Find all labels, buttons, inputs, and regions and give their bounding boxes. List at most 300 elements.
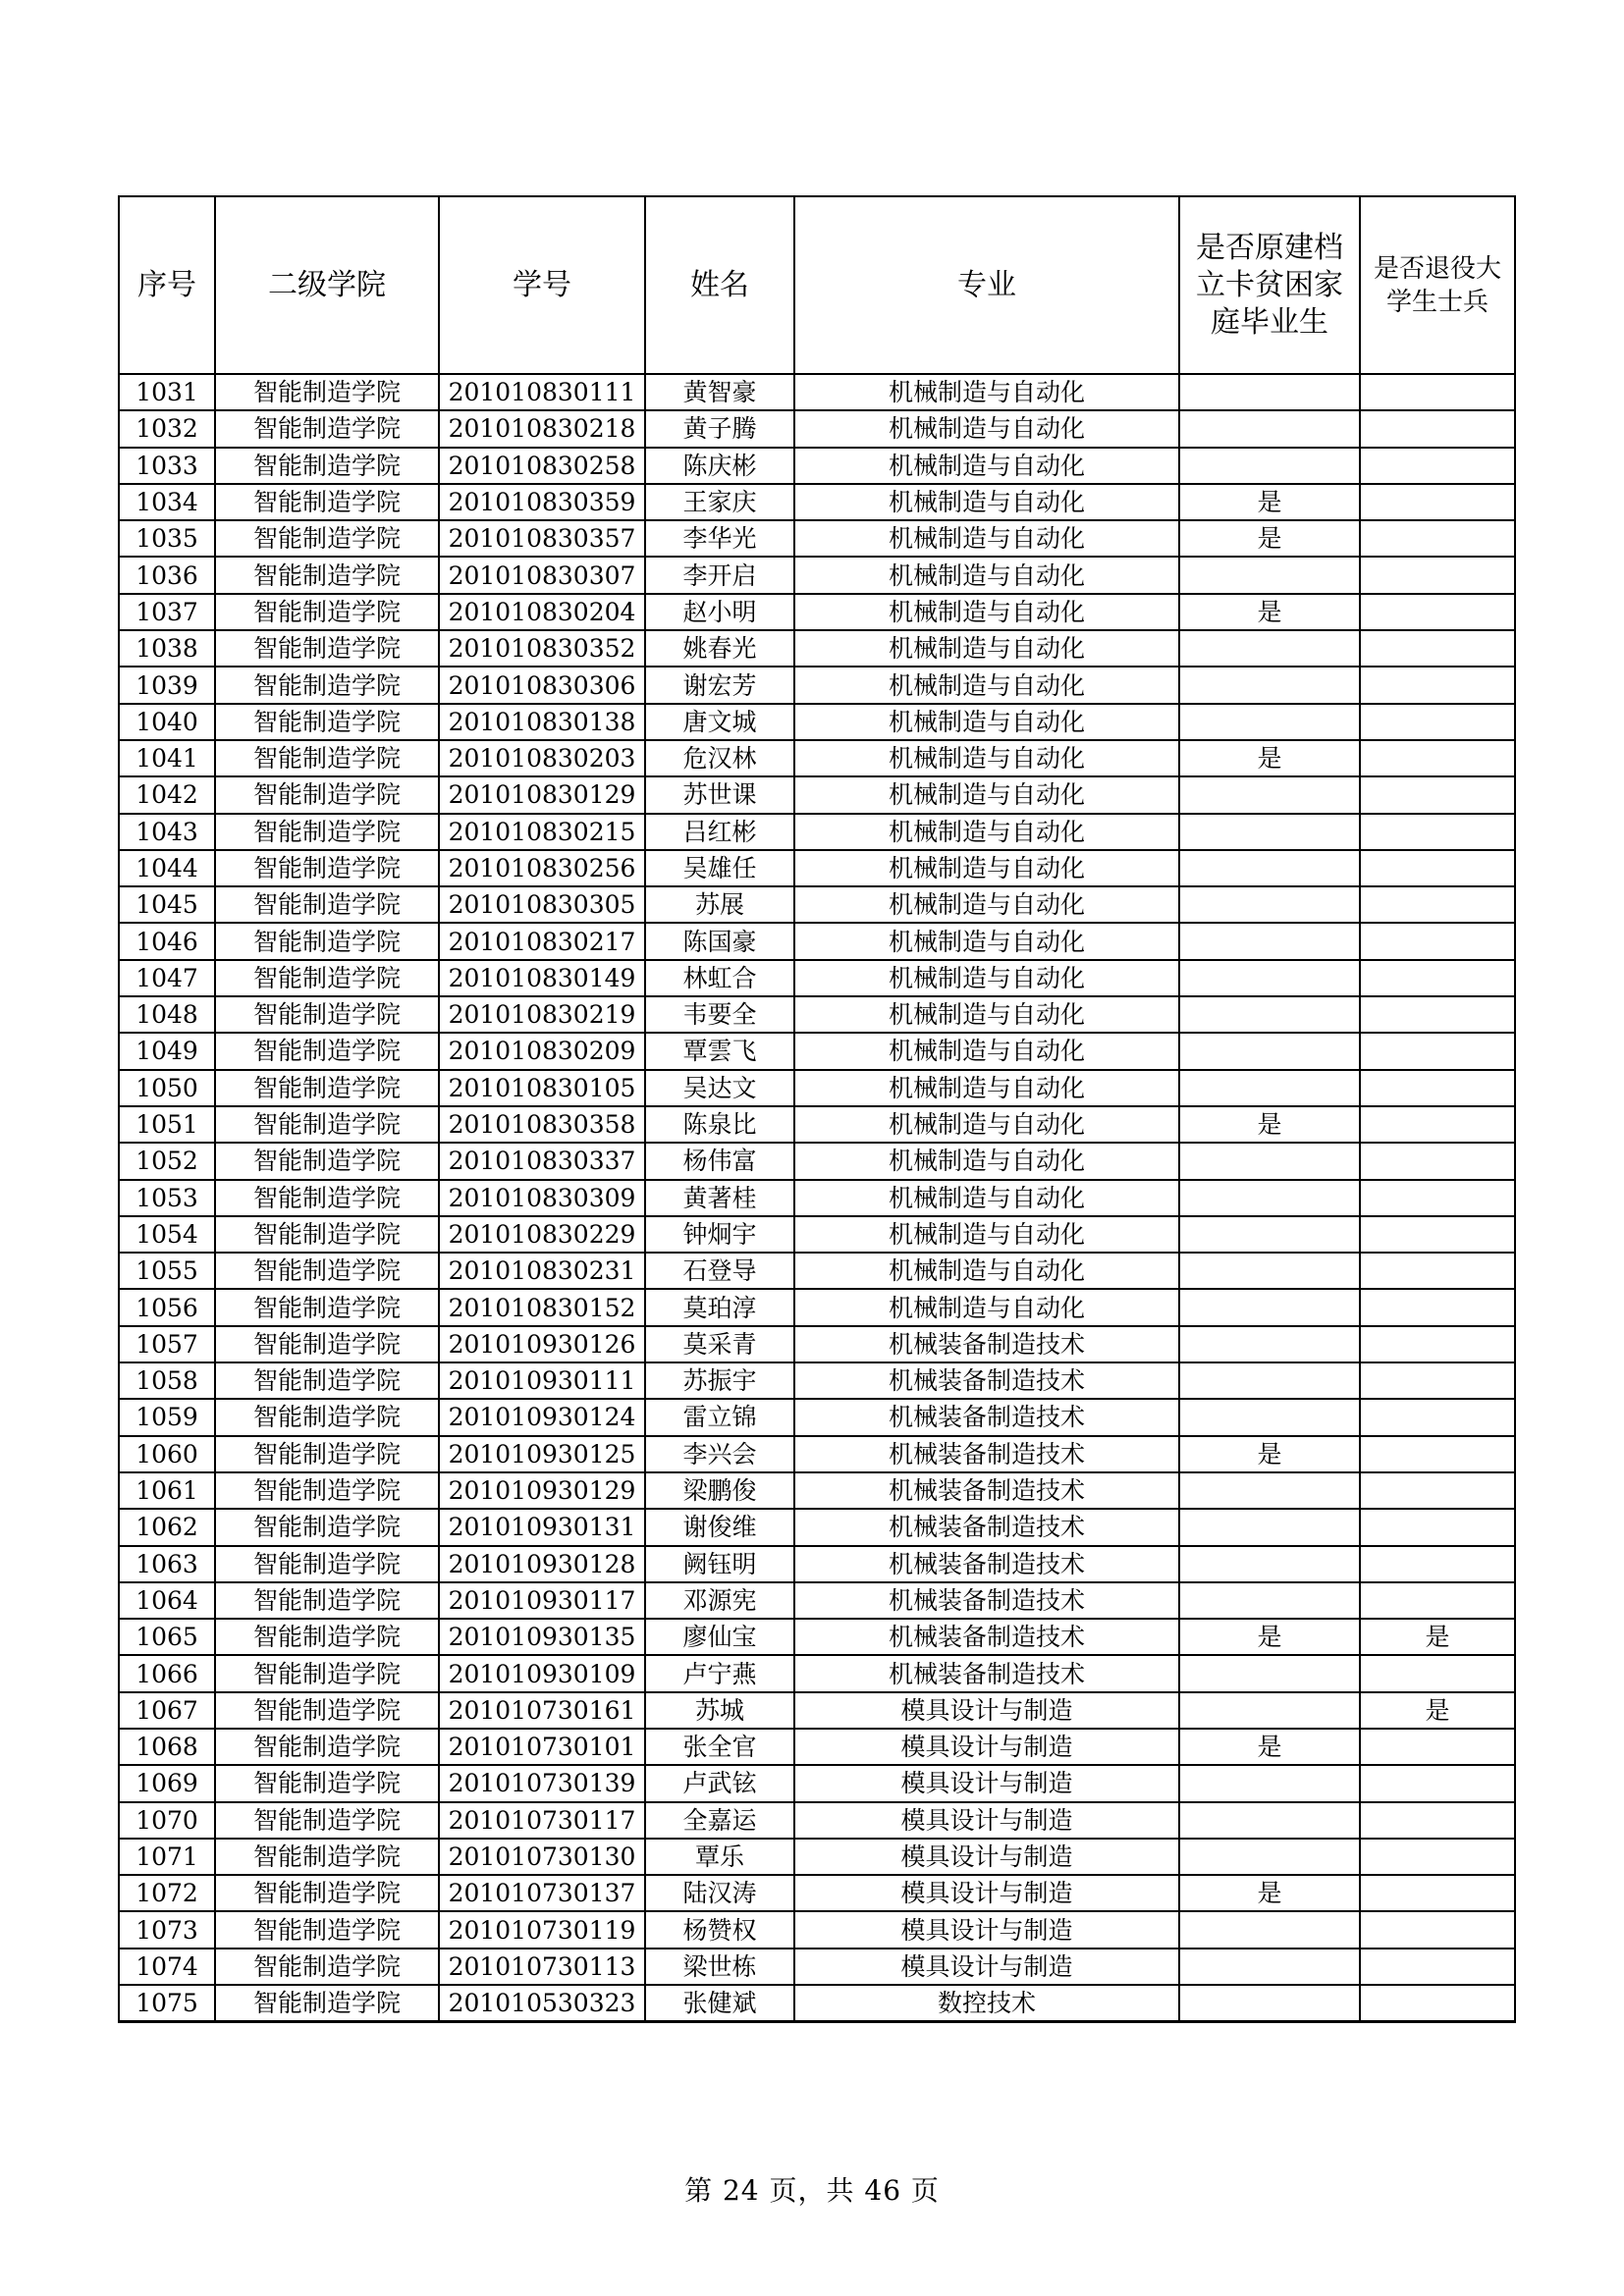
cell-poverty: 是 bbox=[1179, 1106, 1360, 1143]
cell-student-id: 201010830129 bbox=[439, 776, 645, 813]
cell-student-id: 201010930111 bbox=[439, 1362, 645, 1399]
table-row bbox=[119, 1729, 1515, 1765]
cell-student-id: 201010830359 bbox=[439, 484, 645, 520]
cell-name: 黄子腾 bbox=[645, 410, 794, 447]
header-student-id: 学号 bbox=[439, 196, 645, 374]
table-row bbox=[119, 1106, 1515, 1143]
cell-veteran bbox=[1360, 1729, 1515, 1765]
cell-poverty: 是 bbox=[1179, 740, 1360, 776]
cell-major: 模具设计与制造 bbox=[794, 1839, 1179, 1875]
table-row bbox=[119, 1985, 1515, 2022]
cell-veteran bbox=[1360, 1399, 1515, 1435]
table-row bbox=[119, 996, 1515, 1033]
table-row bbox=[119, 704, 1515, 740]
cell-major: 机械装备制造技术 bbox=[794, 1546, 1179, 1582]
student-table bbox=[118, 195, 1516, 2023]
cell-college: 智能制造学院 bbox=[215, 1472, 439, 1509]
cell-veteran bbox=[1360, 1253, 1515, 1289]
cell-name: 莫采青 bbox=[645, 1326, 794, 1362]
table-row bbox=[119, 1692, 1515, 1729]
cell-major: 模具设计与制造 bbox=[794, 1911, 1179, 1948]
table-row bbox=[119, 1949, 1515, 1985]
cell-poverty bbox=[1179, 1802, 1360, 1839]
cell-veteran bbox=[1360, 1216, 1515, 1253]
table-row bbox=[119, 1399, 1515, 1435]
cell-seq: 1064 bbox=[119, 1582, 215, 1619]
cell-poverty: 是 bbox=[1179, 520, 1360, 557]
cell-seq: 1038 bbox=[119, 630, 215, 667]
cell-student-id: 201010930131 bbox=[439, 1509, 645, 1545]
cell-poverty bbox=[1179, 704, 1360, 740]
cell-poverty bbox=[1179, 410, 1360, 447]
cell-college: 智能制造学院 bbox=[215, 448, 439, 484]
table-row bbox=[119, 1362, 1515, 1399]
cell-college: 智能制造学院 bbox=[215, 1289, 439, 1325]
cell-college: 智能制造学院 bbox=[215, 1326, 439, 1362]
table-row bbox=[119, 923, 1515, 959]
cell-college: 智能制造学院 bbox=[215, 1070, 439, 1106]
header-college: 二级学院 bbox=[215, 196, 439, 374]
cell-poverty bbox=[1179, 1839, 1360, 1875]
cell-student-id: 201010830337 bbox=[439, 1143, 645, 1179]
cell-major: 机械装备制造技术 bbox=[794, 1436, 1179, 1472]
cell-college: 智能制造学院 bbox=[215, 996, 439, 1033]
header-veteran: 是否退役大学生士兵 bbox=[1360, 196, 1515, 374]
cell-major: 机械制造与自动化 bbox=[794, 410, 1179, 447]
cell-student-id: 201010830231 bbox=[439, 1253, 645, 1289]
cell-poverty bbox=[1179, 557, 1360, 593]
cell-student-id: 201010830111 bbox=[439, 374, 645, 410]
cell-veteran bbox=[1360, 557, 1515, 593]
cell-seq: 1041 bbox=[119, 740, 215, 776]
cell-major: 机械制造与自动化 bbox=[794, 1070, 1179, 1106]
cell-major: 模具设计与制造 bbox=[794, 1949, 1179, 1985]
cell-veteran bbox=[1360, 374, 1515, 410]
cell-name: 苏城 bbox=[645, 1692, 794, 1729]
cell-poverty bbox=[1179, 1326, 1360, 1362]
table-row bbox=[119, 960, 1515, 996]
cell-college: 智能制造学院 bbox=[215, 1143, 439, 1179]
cell-name: 卢宁燕 bbox=[645, 1655, 794, 1691]
cell-major: 机械制造与自动化 bbox=[794, 1253, 1179, 1289]
cell-seq: 1057 bbox=[119, 1326, 215, 1362]
cell-college: 智能制造学院 bbox=[215, 1765, 439, 1801]
cell-student-id: 201010830307 bbox=[439, 557, 645, 593]
cell-veteran bbox=[1360, 704, 1515, 740]
cell-name: 李开启 bbox=[645, 557, 794, 593]
cell-veteran bbox=[1360, 1143, 1515, 1179]
table-row bbox=[119, 1802, 1515, 1839]
cell-college: 智能制造学院 bbox=[215, 1655, 439, 1691]
cell-name: 雷立锦 bbox=[645, 1399, 794, 1435]
cell-poverty bbox=[1179, 1143, 1360, 1179]
cell-major: 机械制造与自动化 bbox=[794, 1216, 1179, 1253]
cell-poverty bbox=[1179, 1655, 1360, 1691]
cell-college: 智能制造学院 bbox=[215, 1692, 439, 1729]
table-row bbox=[119, 1875, 1515, 1911]
cell-college: 智能制造学院 bbox=[215, 667, 439, 703]
cell-veteran bbox=[1360, 1509, 1515, 1545]
cell-veteran bbox=[1360, 886, 1515, 923]
table-row bbox=[119, 410, 1515, 447]
cell-poverty bbox=[1179, 1362, 1360, 1399]
table-row bbox=[119, 557, 1515, 593]
cell-major: 机械制造与自动化 bbox=[794, 740, 1179, 776]
cell-poverty bbox=[1179, 374, 1360, 410]
cell-poverty bbox=[1179, 1546, 1360, 1582]
header-seq: 序号 bbox=[119, 196, 215, 374]
cell-name: 黄智豪 bbox=[645, 374, 794, 410]
cell-name: 林虹合 bbox=[645, 960, 794, 996]
cell-college: 智能制造学院 bbox=[215, 923, 439, 959]
cell-college: 智能制造学院 bbox=[215, 1729, 439, 1765]
cell-poverty bbox=[1179, 1765, 1360, 1801]
table-row bbox=[119, 1033, 1515, 1069]
cell-student-id: 201010830229 bbox=[439, 1216, 645, 1253]
cell-college: 智能制造学院 bbox=[215, 776, 439, 813]
cell-seq: 1043 bbox=[119, 814, 215, 850]
cell-major: 机械制造与自动化 bbox=[794, 594, 1179, 630]
cell-name: 陈国豪 bbox=[645, 923, 794, 959]
cell-college: 智能制造学院 bbox=[215, 1509, 439, 1545]
cell-student-id: 201010930109 bbox=[439, 1655, 645, 1691]
page-footer: 第 24 页，共 46 页 bbox=[684, 2174, 940, 2207]
cell-college: 智能制造学院 bbox=[215, 594, 439, 630]
cell-name: 赵小明 bbox=[645, 594, 794, 630]
cell-poverty: 是 bbox=[1179, 484, 1360, 520]
cell-seq: 1054 bbox=[119, 1216, 215, 1253]
cell-poverty bbox=[1179, 814, 1360, 850]
header-name: 姓名 bbox=[645, 196, 794, 374]
cell-major: 机械制造与自动化 bbox=[794, 557, 1179, 593]
table-row bbox=[119, 484, 1515, 520]
cell-poverty bbox=[1179, 630, 1360, 667]
cell-seq: 1035 bbox=[119, 520, 215, 557]
cell-college: 智能制造学院 bbox=[215, 1582, 439, 1619]
cell-poverty bbox=[1179, 996, 1360, 1033]
cell-student-id: 201010830305 bbox=[439, 886, 645, 923]
table-row bbox=[119, 1911, 1515, 1948]
cell-veteran bbox=[1360, 1546, 1515, 1582]
cell-student-id: 201010830138 bbox=[439, 704, 645, 740]
cell-veteran bbox=[1360, 923, 1515, 959]
cell-name: 苏世课 bbox=[645, 776, 794, 813]
cell-name: 杨赞权 bbox=[645, 1911, 794, 1948]
cell-student-id: 201010830152 bbox=[439, 1289, 645, 1325]
cell-major: 机械制造与自动化 bbox=[794, 520, 1179, 557]
cell-student-id: 201010730161 bbox=[439, 1692, 645, 1729]
cell-name: 莫珀淳 bbox=[645, 1289, 794, 1325]
cell-student-id: 201010830309 bbox=[439, 1180, 645, 1216]
cell-poverty bbox=[1179, 960, 1360, 996]
cell-major: 机械制造与自动化 bbox=[794, 923, 1179, 959]
cell-veteran bbox=[1360, 448, 1515, 484]
cell-poverty bbox=[1179, 850, 1360, 886]
cell-college: 智能制造学院 bbox=[215, 1106, 439, 1143]
cell-student-id: 201010730130 bbox=[439, 1839, 645, 1875]
cell-college: 智能制造学院 bbox=[215, 484, 439, 520]
cell-poverty bbox=[1179, 776, 1360, 813]
cell-veteran bbox=[1360, 1802, 1515, 1839]
cell-name: 陈泉比 bbox=[645, 1106, 794, 1143]
cell-student-id: 201010830149 bbox=[439, 960, 645, 996]
cell-major: 机械装备制造技术 bbox=[794, 1655, 1179, 1691]
cell-poverty bbox=[1179, 1216, 1360, 1253]
cell-name: 梁世栋 bbox=[645, 1949, 794, 1985]
cell-student-id: 201010830105 bbox=[439, 1070, 645, 1106]
cell-name: 韦要全 bbox=[645, 996, 794, 1033]
cell-veteran: 是 bbox=[1360, 1619, 1515, 1655]
cell-student-id: 201010830203 bbox=[439, 740, 645, 776]
cell-major: 机械制造与自动化 bbox=[794, 704, 1179, 740]
cell-college: 智能制造学院 bbox=[215, 557, 439, 593]
cell-student-id: 201010830358 bbox=[439, 1106, 645, 1143]
cell-seq: 1033 bbox=[119, 448, 215, 484]
cell-name: 苏展 bbox=[645, 886, 794, 923]
cell-poverty: 是 bbox=[1179, 1875, 1360, 1911]
cell-student-id: 201010730101 bbox=[439, 1729, 645, 1765]
cell-student-id: 201010830215 bbox=[439, 814, 645, 850]
cell-name: 谢宏芳 bbox=[645, 667, 794, 703]
cell-poverty bbox=[1179, 1911, 1360, 1948]
cell-seq: 1051 bbox=[119, 1106, 215, 1143]
cell-seq: 1036 bbox=[119, 557, 215, 593]
table-row bbox=[119, 1143, 1515, 1179]
cell-student-id: 201010930135 bbox=[439, 1619, 645, 1655]
cell-poverty bbox=[1179, 1253, 1360, 1289]
cell-poverty bbox=[1179, 667, 1360, 703]
cell-seq: 1053 bbox=[119, 1180, 215, 1216]
cell-name: 梁鹏俊 bbox=[645, 1472, 794, 1509]
cell-poverty bbox=[1179, 1509, 1360, 1545]
cell-seq: 1065 bbox=[119, 1619, 215, 1655]
cell-student-id: 201010830209 bbox=[439, 1033, 645, 1069]
cell-name: 李兴会 bbox=[645, 1436, 794, 1472]
cell-major: 机械制造与自动化 bbox=[794, 630, 1179, 667]
cell-veteran bbox=[1360, 1582, 1515, 1619]
cell-name: 黄著桂 bbox=[645, 1180, 794, 1216]
cell-name: 石登导 bbox=[645, 1253, 794, 1289]
cell-name: 吕红彬 bbox=[645, 814, 794, 850]
cell-veteran bbox=[1360, 1362, 1515, 1399]
cell-student-id: 201010830219 bbox=[439, 996, 645, 1033]
cell-seq: 1075 bbox=[119, 1985, 215, 2022]
cell-major: 机械装备制造技术 bbox=[794, 1619, 1179, 1655]
cell-college: 智能制造学院 bbox=[215, 1802, 439, 1839]
cell-seq: 1032 bbox=[119, 410, 215, 447]
cell-major: 机械装备制造技术 bbox=[794, 1399, 1179, 1435]
cell-seq: 1069 bbox=[119, 1765, 215, 1801]
cell-name: 吴雄任 bbox=[645, 850, 794, 886]
cell-major: 机械装备制造技术 bbox=[794, 1509, 1179, 1545]
table-row bbox=[119, 1253, 1515, 1289]
cell-seq: 1044 bbox=[119, 850, 215, 886]
cell-student-id: 201010730139 bbox=[439, 1765, 645, 1801]
cell-seq: 1046 bbox=[119, 923, 215, 959]
cell-veteran bbox=[1360, 1289, 1515, 1325]
cell-major: 模具设计与制造 bbox=[794, 1765, 1179, 1801]
cell-student-id: 201010730137 bbox=[439, 1875, 645, 1911]
cell-veteran: 是 bbox=[1360, 1692, 1515, 1729]
cell-college: 智能制造学院 bbox=[215, 1362, 439, 1399]
cell-seq: 1042 bbox=[119, 776, 215, 813]
cell-major: 机械制造与自动化 bbox=[794, 448, 1179, 484]
cell-name: 唐文城 bbox=[645, 704, 794, 740]
cell-student-id: 201010830204 bbox=[439, 594, 645, 630]
cell-seq: 1049 bbox=[119, 1033, 215, 1069]
cell-college: 智能制造学院 bbox=[215, 1839, 439, 1875]
cell-seq: 1031 bbox=[119, 374, 215, 410]
cell-seq: 1074 bbox=[119, 1949, 215, 1985]
cell-veteran bbox=[1360, 814, 1515, 850]
cell-veteran bbox=[1360, 740, 1515, 776]
cell-major: 机械制造与自动化 bbox=[794, 1180, 1179, 1216]
cell-name: 阙钰明 bbox=[645, 1546, 794, 1582]
cell-college: 智能制造学院 bbox=[215, 1399, 439, 1435]
cell-poverty bbox=[1179, 1399, 1360, 1435]
cell-seq: 1040 bbox=[119, 704, 215, 740]
cell-veteran bbox=[1360, 776, 1515, 813]
cell-poverty bbox=[1179, 886, 1360, 923]
cell-veteran bbox=[1360, 1070, 1515, 1106]
cell-student-id: 201010930129 bbox=[439, 1472, 645, 1509]
cell-poverty bbox=[1179, 1070, 1360, 1106]
cell-student-id: 201010830357 bbox=[439, 520, 645, 557]
cell-seq: 1061 bbox=[119, 1472, 215, 1509]
table-row bbox=[119, 1180, 1515, 1216]
cell-college: 智能制造学院 bbox=[215, 1949, 439, 1985]
cell-major: 机械制造与自动化 bbox=[794, 886, 1179, 923]
cell-major: 机械装备制造技术 bbox=[794, 1362, 1179, 1399]
cell-seq: 1037 bbox=[119, 594, 215, 630]
cell-student-id: 201010830306 bbox=[439, 667, 645, 703]
cell-poverty bbox=[1179, 448, 1360, 484]
cell-student-id: 201010830217 bbox=[439, 923, 645, 959]
cell-seq: 1047 bbox=[119, 960, 215, 996]
table-row bbox=[119, 1289, 1515, 1325]
table-row bbox=[119, 1655, 1515, 1691]
cell-name: 廖仙宝 bbox=[645, 1619, 794, 1655]
cell-major: 机械制造与自动化 bbox=[794, 1106, 1179, 1143]
cell-major: 机械制造与自动化 bbox=[794, 1289, 1179, 1325]
cell-name: 危汉林 bbox=[645, 740, 794, 776]
cell-veteran bbox=[1360, 1472, 1515, 1509]
cell-veteran bbox=[1360, 630, 1515, 667]
cell-seq: 1068 bbox=[119, 1729, 215, 1765]
cell-major: 机械制造与自动化 bbox=[794, 814, 1179, 850]
table-row bbox=[119, 374, 1515, 410]
cell-veteran bbox=[1360, 594, 1515, 630]
cell-veteran bbox=[1360, 1839, 1515, 1875]
cell-major: 机械制造与自动化 bbox=[794, 374, 1179, 410]
cell-major: 机械制造与自动化 bbox=[794, 996, 1179, 1033]
cell-seq: 1058 bbox=[119, 1362, 215, 1399]
cell-veteran bbox=[1360, 1949, 1515, 1985]
cell-veteran bbox=[1360, 1985, 1515, 2022]
table-row bbox=[119, 448, 1515, 484]
cell-college: 智能制造学院 bbox=[215, 630, 439, 667]
cell-student-id: 201010730113 bbox=[439, 1949, 645, 1985]
cell-veteran bbox=[1360, 996, 1515, 1033]
cell-major: 机械制造与自动化 bbox=[794, 960, 1179, 996]
cell-seq: 1060 bbox=[119, 1436, 215, 1472]
cell-poverty bbox=[1179, 1472, 1360, 1509]
cell-veteran bbox=[1360, 1911, 1515, 1948]
cell-name: 王家庆 bbox=[645, 484, 794, 520]
cell-veteran bbox=[1360, 520, 1515, 557]
cell-college: 智能制造学院 bbox=[215, 886, 439, 923]
cell-name: 陆汉涛 bbox=[645, 1875, 794, 1911]
table-row bbox=[119, 776, 1515, 813]
cell-poverty: 是 bbox=[1179, 1436, 1360, 1472]
cell-poverty bbox=[1179, 1985, 1360, 2022]
cell-major: 机械制造与自动化 bbox=[794, 667, 1179, 703]
table-row bbox=[119, 1509, 1515, 1545]
cell-seq: 1066 bbox=[119, 1655, 215, 1691]
table-row bbox=[119, 1839, 1515, 1875]
header-poverty: 是否原建档立卡贫困家庭毕业生 bbox=[1179, 196, 1360, 374]
cell-student-id: 201010830258 bbox=[439, 448, 645, 484]
cell-seq: 1039 bbox=[119, 667, 215, 703]
cell-poverty: 是 bbox=[1179, 594, 1360, 630]
cell-college: 智能制造学院 bbox=[215, 1985, 439, 2022]
cell-college: 智能制造学院 bbox=[215, 850, 439, 886]
cell-college: 智能制造学院 bbox=[215, 1875, 439, 1911]
cell-veteran bbox=[1360, 1436, 1515, 1472]
cell-major: 机械制造与自动化 bbox=[794, 850, 1179, 886]
cell-seq: 1048 bbox=[119, 996, 215, 1033]
table-row bbox=[119, 594, 1515, 630]
cell-name: 李华光 bbox=[645, 520, 794, 557]
cell-college: 智能制造学院 bbox=[215, 960, 439, 996]
cell-college: 智能制造学院 bbox=[215, 374, 439, 410]
cell-college: 智能制造学院 bbox=[215, 814, 439, 850]
cell-college: 智能制造学院 bbox=[215, 1180, 439, 1216]
cell-name: 张全官 bbox=[645, 1729, 794, 1765]
cell-name: 钟炯宇 bbox=[645, 1216, 794, 1253]
cell-college: 智能制造学院 bbox=[215, 520, 439, 557]
cell-seq: 1034 bbox=[119, 484, 215, 520]
cell-veteran bbox=[1360, 1326, 1515, 1362]
cell-college: 智能制造学院 bbox=[215, 704, 439, 740]
table-row bbox=[119, 814, 1515, 850]
table-row bbox=[119, 1070, 1515, 1106]
cell-seq: 1071 bbox=[119, 1839, 215, 1875]
cell-student-id: 201010830218 bbox=[439, 410, 645, 447]
cell-student-id: 201010730117 bbox=[439, 1802, 645, 1839]
cell-college: 智能制造学院 bbox=[215, 1216, 439, 1253]
cell-student-id: 201010930128 bbox=[439, 1546, 645, 1582]
cell-name: 谢俊维 bbox=[645, 1509, 794, 1545]
cell-poverty bbox=[1179, 1949, 1360, 1985]
cell-college: 智能制造学院 bbox=[215, 1546, 439, 1582]
cell-name: 卢武铉 bbox=[645, 1765, 794, 1801]
cell-major: 数控技术 bbox=[794, 1985, 1179, 2022]
table-row bbox=[119, 1216, 1515, 1253]
cell-seq: 1052 bbox=[119, 1143, 215, 1179]
cell-poverty: 是 bbox=[1179, 1619, 1360, 1655]
cell-name: 陈庆彬 bbox=[645, 448, 794, 484]
cell-name: 姚春光 bbox=[645, 630, 794, 667]
table-row bbox=[119, 1326, 1515, 1362]
cell-major: 模具设计与制造 bbox=[794, 1875, 1179, 1911]
cell-major: 机械制造与自动化 bbox=[794, 484, 1179, 520]
cell-major: 机械制造与自动化 bbox=[794, 1143, 1179, 1179]
cell-student-id: 201010830352 bbox=[439, 630, 645, 667]
cell-college: 智能制造学院 bbox=[215, 740, 439, 776]
cell-college: 智能制造学院 bbox=[215, 410, 439, 447]
cell-veteran bbox=[1360, 1033, 1515, 1069]
